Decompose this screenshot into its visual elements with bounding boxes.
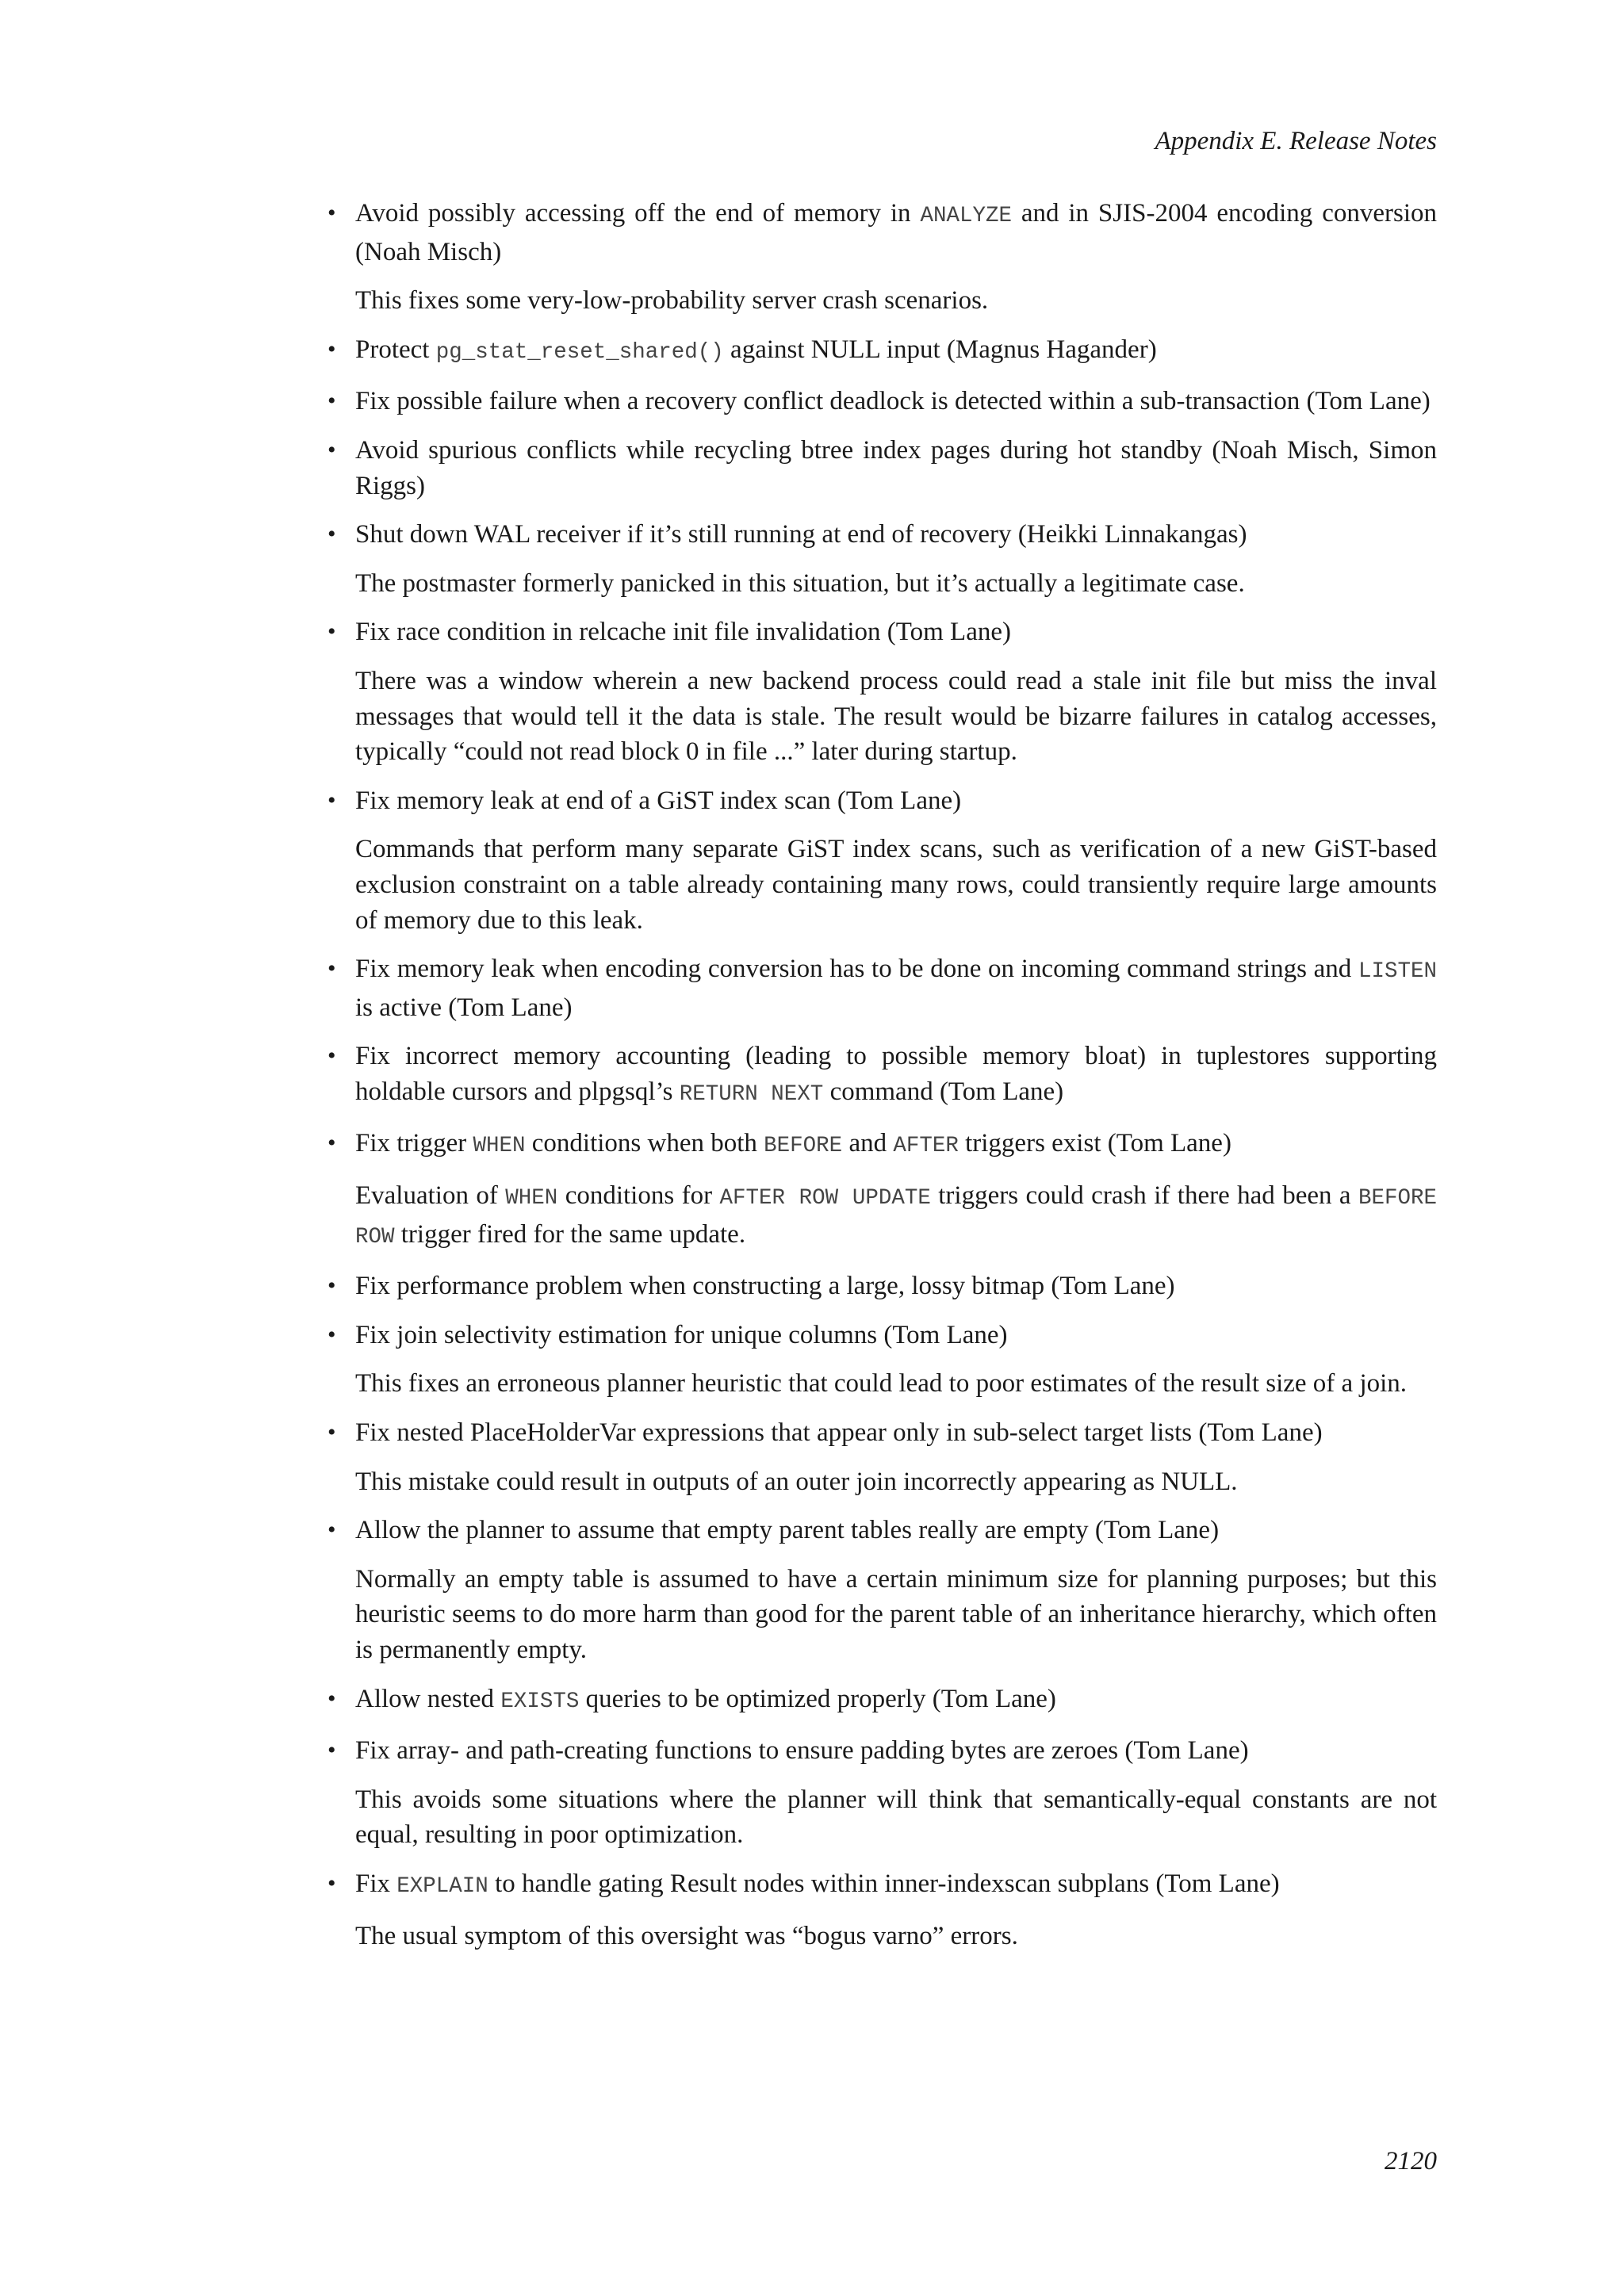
list-item — [327, 1733, 1437, 1853]
text-run: The usual symptom of this oversight was “bogus varno” errors. — [355, 1921, 1018, 1950]
list-item — [327, 517, 1437, 601]
text-run: Avoid possibly accessing off the end of memory in — [355, 199, 921, 228]
bullet-icon: • — [327, 1869, 336, 1896]
list-item — [327, 1415, 1437, 1499]
text-run: Fix possible failure when a recovery conflict deadlock is detected within a sub-transaction (Tom Lane) — [355, 387, 1431, 416]
code-literal: pg_stat_reset_shared() — [435, 339, 724, 365]
code-literal: EXISTS — [500, 1689, 580, 1714]
text-run: Fix join selectivity estimation for unique columns (Tom Lane) — [355, 1320, 1008, 1349]
text-run: Allow the planner to assume that empty parent tables really are empty (Tom Lane) — [355, 1516, 1220, 1545]
text-run: Fix memory leak at end of a GiST index scan (Tom Lane) — [355, 786, 962, 815]
text-run: This fixes some very-low-probability server crash scenarios. — [355, 286, 989, 316]
bullet-icon: • — [327, 1321, 336, 1348]
text-run: against NULL input (Magnus Hagander) — [723, 335, 1157, 364]
bullet-icon: • — [327, 436, 336, 463]
item-note — [355, 1562, 1437, 1668]
bullet-icon: • — [327, 1272, 336, 1299]
item-note — [355, 664, 1437, 770]
text-run: Fix array- and path-creating functions to ensure padding bytes are zeroes (Tom Lane) — [355, 1736, 1249, 1766]
list-item — [327, 332, 1437, 371]
bullet-icon: • — [327, 200, 336, 226]
item-text — [355, 783, 1437, 819]
bullet-icon: • — [327, 1685, 336, 1712]
code-literal: WHEN — [505, 1186, 558, 1211]
item-text — [355, 1513, 1437, 1548]
item-text — [355, 1269, 1437, 1304]
item-note — [355, 566, 1437, 602]
text-run: command (Tom Lane) — [823, 1077, 1064, 1106]
text-run: triggers could crash if there had been a — [930, 1181, 1358, 1211]
text-run: Evaluation of — [355, 1181, 506, 1211]
code-literal: LISTEN — [1358, 959, 1437, 985]
item-text — [355, 332, 1437, 371]
text-run: Commands that perform many separate GiST index scans, such as verification of a new GiST-based exclusion constraint on a table already containing many rows, could transiently require large amounts of memory due to this leak. — [355, 835, 1437, 935]
text-run: Shut down WAL receiver if it’s still running at end of recovery (Heikki Linnakangas) — [355, 520, 1247, 549]
text-run: Protect — [355, 335, 436, 364]
release-notes-list — [327, 196, 1437, 1954]
code-literal: AFTER — [893, 1134, 959, 1159]
text-run: Allow nested — [355, 1684, 501, 1713]
bullet-icon: • — [327, 1043, 336, 1070]
text-run: This avoids some situations where the planner will think that semantically-equal constants are not equal, resulting in poor optimization. — [355, 1785, 1437, 1850]
text-run: This mistake could result in outputs of an outer join incorrectly appearing as NULL. — [355, 1467, 1238, 1496]
bullet-icon: • — [327, 335, 336, 362]
item-note — [355, 1178, 1437, 1255]
list-item — [327, 951, 1437, 1025]
code-literal: BEFORE — [764, 1134, 843, 1159]
text-run: to handle gating Result nodes within inner-indexscan subplans (Tom Lane) — [488, 1869, 1280, 1898]
text-run: Avoid spurious conflicts while recycling btree index pages during hot standby (Noah Misch, Simon Riggs) — [355, 435, 1437, 500]
text-run: Fix memory leak when encoding conversion has to be done on incoming command strings and — [355, 955, 1358, 984]
code-literal: RETURN NEXT — [679, 1081, 824, 1107]
text-run: Fix performance problem when constructing a large, lossy bitmap (Tom Lane) — [355, 1272, 1175, 1301]
text-run: Fix nested PlaceHolderVar expressions that appear only in sub-select target lists (Tom Lane) — [355, 1418, 1323, 1448]
text-run: is active (Tom Lane) — [355, 993, 573, 1022]
item-text — [355, 1682, 1437, 1720]
item-text — [355, 1415, 1437, 1451]
bullet-icon: • — [327, 1517, 336, 1544]
text-run: trigger fired for the same update. — [394, 1219, 746, 1249]
text-run: Normally an empty table is assumed to have a certain minimum size for planning purposes; but this heuristic seems to do more harm than good for the parent table of an inheritance hierarchy, which often is permanently empty. — [355, 1564, 1437, 1664]
text-run: This fixes an erroneous planner heuristic that could lead to poor estimates of the result size of a join. — [355, 1369, 1408, 1399]
list-item — [327, 1318, 1437, 1402]
item-text — [355, 517, 1437, 553]
item-text — [355, 614, 1437, 650]
text-run: and — [842, 1129, 894, 1158]
text-run: Fix incorrect memory accounting (leading to possible memory bloat) in tuplestores supporting holdable cursors and plpgsql’s — [355, 1042, 1437, 1106]
list-item — [327, 1126, 1437, 1255]
item-note — [355, 1919, 1437, 1954]
text-run: Fix trigger — [355, 1129, 473, 1158]
bullet-icon: • — [327, 388, 336, 415]
text-run: There was a window wherein a new backend process could read a stale init file but miss the inval messages that would tell it the data is stale. The result would be bizarre failures in catalog accesses, typically “could not read block 0 in file ...” later during startup. — [355, 666, 1437, 767]
code-literal: ANALYZE — [920, 204, 1012, 228]
item-text — [355, 1866, 1437, 1905]
bullet-icon: • — [327, 521, 336, 548]
item-text — [355, 1318, 1437, 1353]
item-note — [355, 1782, 1437, 1853]
text-run: The postmaster formerly panicked in this situation, but it’s actually a legitimate case. — [355, 568, 1245, 598]
code-literal: AFTER ROW UPDATE — [719, 1186, 931, 1211]
bullet-icon: • — [327, 1419, 336, 1446]
item-text — [355, 384, 1437, 419]
list-item — [327, 433, 1437, 503]
text-run: Fix — [355, 1869, 397, 1898]
item-note — [355, 832, 1437, 938]
text-run: and in SJIS-2004 encoding conversion (Noah Misch) — [355, 199, 1437, 266]
item-text — [355, 433, 1437, 503]
list-item — [327, 1269, 1437, 1304]
list-item — [327, 1513, 1437, 1667]
item-note — [355, 1366, 1437, 1402]
list-item — [327, 384, 1437, 419]
list-item — [327, 1866, 1437, 1954]
bullet-icon: • — [327, 1737, 336, 1764]
text-run: conditions for — [557, 1181, 720, 1211]
text-run: Fix race condition in relcache init file invalidation (Tom Lane) — [355, 618, 1011, 647]
text-run: queries to be optimized properly (Tom Lane) — [579, 1684, 1056, 1713]
bullet-icon: • — [327, 1130, 336, 1157]
list-item — [327, 196, 1437, 319]
item-text — [355, 1733, 1437, 1769]
item-note — [355, 1464, 1437, 1500]
code-literal: EXPLAIN — [396, 1873, 488, 1899]
item-text — [355, 1039, 1437, 1112]
item-text — [355, 1126, 1437, 1165]
code-literal: BEFORE ROW — [355, 1186, 1437, 1249]
item-text — [355, 196, 1437, 270]
text-run: triggers exist (Tom Lane) — [958, 1129, 1231, 1158]
running-header: Appendix E. Release Notes — [1155, 127, 1437, 155]
list-item — [327, 1682, 1437, 1720]
code-literal: WHEN — [473, 1134, 526, 1159]
item-note — [355, 283, 1437, 319]
bullet-icon: • — [327, 618, 336, 645]
page-number: 2120 — [1385, 2147, 1437, 2175]
list-item — [327, 783, 1437, 938]
list-item — [327, 614, 1437, 769]
list-item — [327, 1039, 1437, 1112]
bullet-icon: • — [327, 955, 336, 982]
item-text — [355, 951, 1437, 1025]
text-run: conditions when both — [525, 1129, 764, 1158]
bullet-icon: • — [327, 786, 336, 813]
